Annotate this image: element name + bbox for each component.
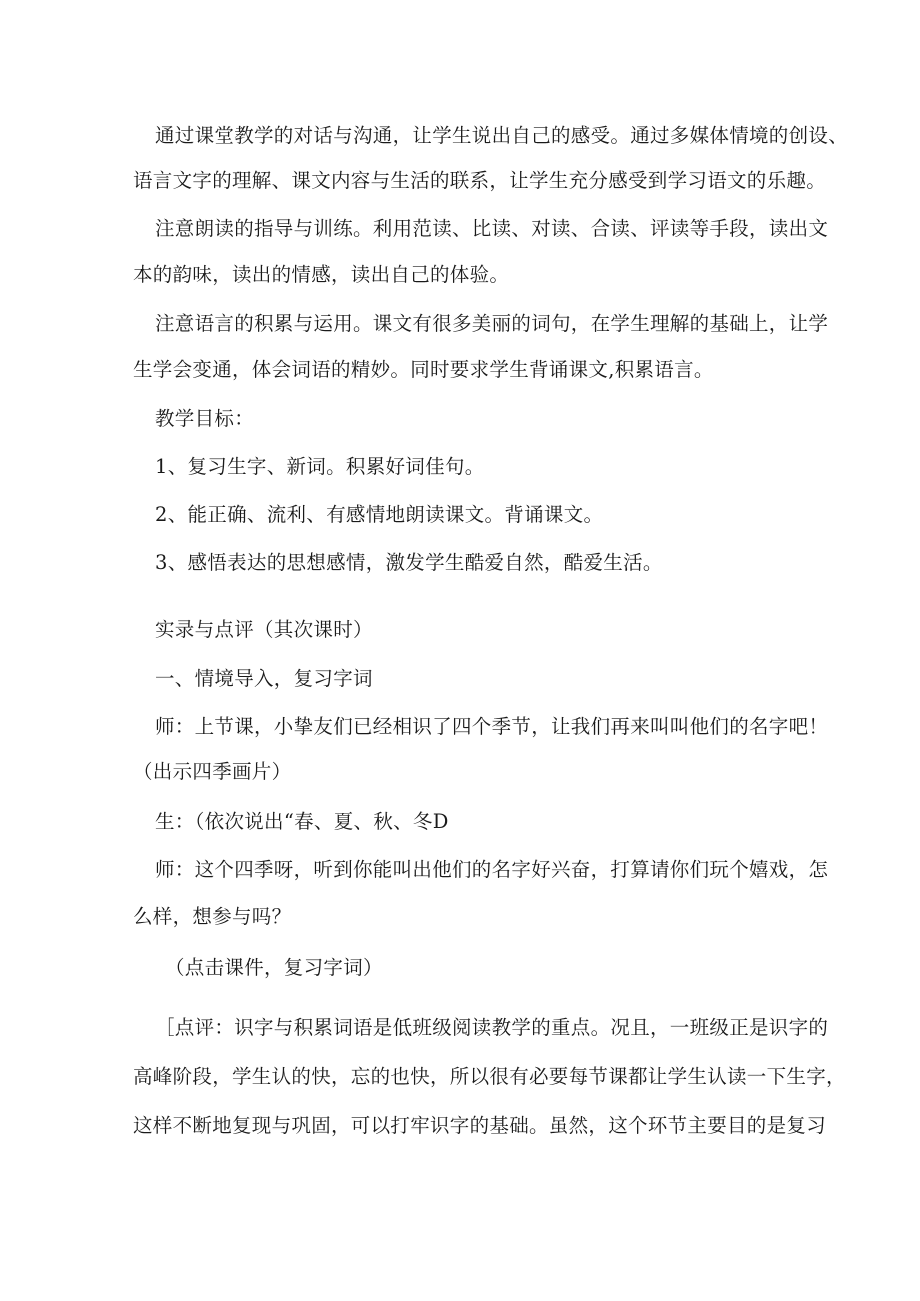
- teacher-line-2-part-2: 么样，想参与吗？: [133, 905, 292, 928]
- goal-item-2: 2、能正确、流利、有感情地朗读课文。背诵课文。: [155, 503, 604, 526]
- commentary-line-1: ［点评：识字与积累词语是低班级阅读教学的重点。况且，一班级正是识字的: [155, 1016, 829, 1039]
- teaching-goals-heading: 教学目标：: [155, 407, 255, 430]
- paragraph-3-line-2: 生学会变通，体会词语的精妙。同时要求学生背诵课文,积累语言。: [133, 358, 714, 381]
- student-line-1: 生：（依次说出“春、夏、秋、冬D: [155, 810, 449, 833]
- paragraph-2-line-2: 本的韵味，读出的情感，读出自己的体验。: [133, 263, 510, 286]
- paragraph-1-line-2: 语言文字的理解、课文内容与生活的联系，让学生充分感受到学习语文的乐趣。: [133, 169, 827, 192]
- paragraph-2-line-1: 注意朗读的指导与训练。利用范读、比读、对读、合读、评读等手段，读出文: [155, 217, 829, 240]
- paragraph-3-line-1: 注意语言的积累与运用。课文有很多美丽的词句，在学生理解的基础上，让学: [155, 312, 829, 335]
- courseware-note: （点击课件，复习字词）: [165, 956, 383, 979]
- commentary-line-2: 高峰阶段，学生认的快，忘的也快，所以很有必要每节课都让学生认读一下生字，: [133, 1065, 846, 1088]
- goal-item-1: 1、复习生字、新词。积累好词佳句。: [155, 455, 485, 478]
- commentary-line-3: 这样不断地复现与巩固，可以打牢识字的基础。虽然，这个环节主要目的是复习: [133, 1114, 827, 1137]
- teacher-line-1-part-1: 师：上节课，小挚友们已经相识了四个季节，让我们再来叫叫他们的名字吧！: [155, 715, 829, 738]
- section-heading-1: 一、情境导入，复习字词: [155, 667, 373, 690]
- goal-item-3: 3、感悟表达的思想感情，激发学生酷爱自然，酷爱生活。: [155, 551, 663, 574]
- record-heading: 实录与点评（其次课时）: [155, 618, 373, 641]
- teacher-line-2-part-1: 师：这个四季呀，听到你能叫出他们的名字好兴奋，打算请你们玩个嬉戏，怎: [155, 858, 829, 881]
- paragraph-1-line-1: 通过课堂教学的对话与沟通，让学生说出自己的感受。通过多媒体情境的创设、: [155, 124, 849, 147]
- teacher-line-1-part-2: （出示四季画片）: [133, 760, 292, 783]
